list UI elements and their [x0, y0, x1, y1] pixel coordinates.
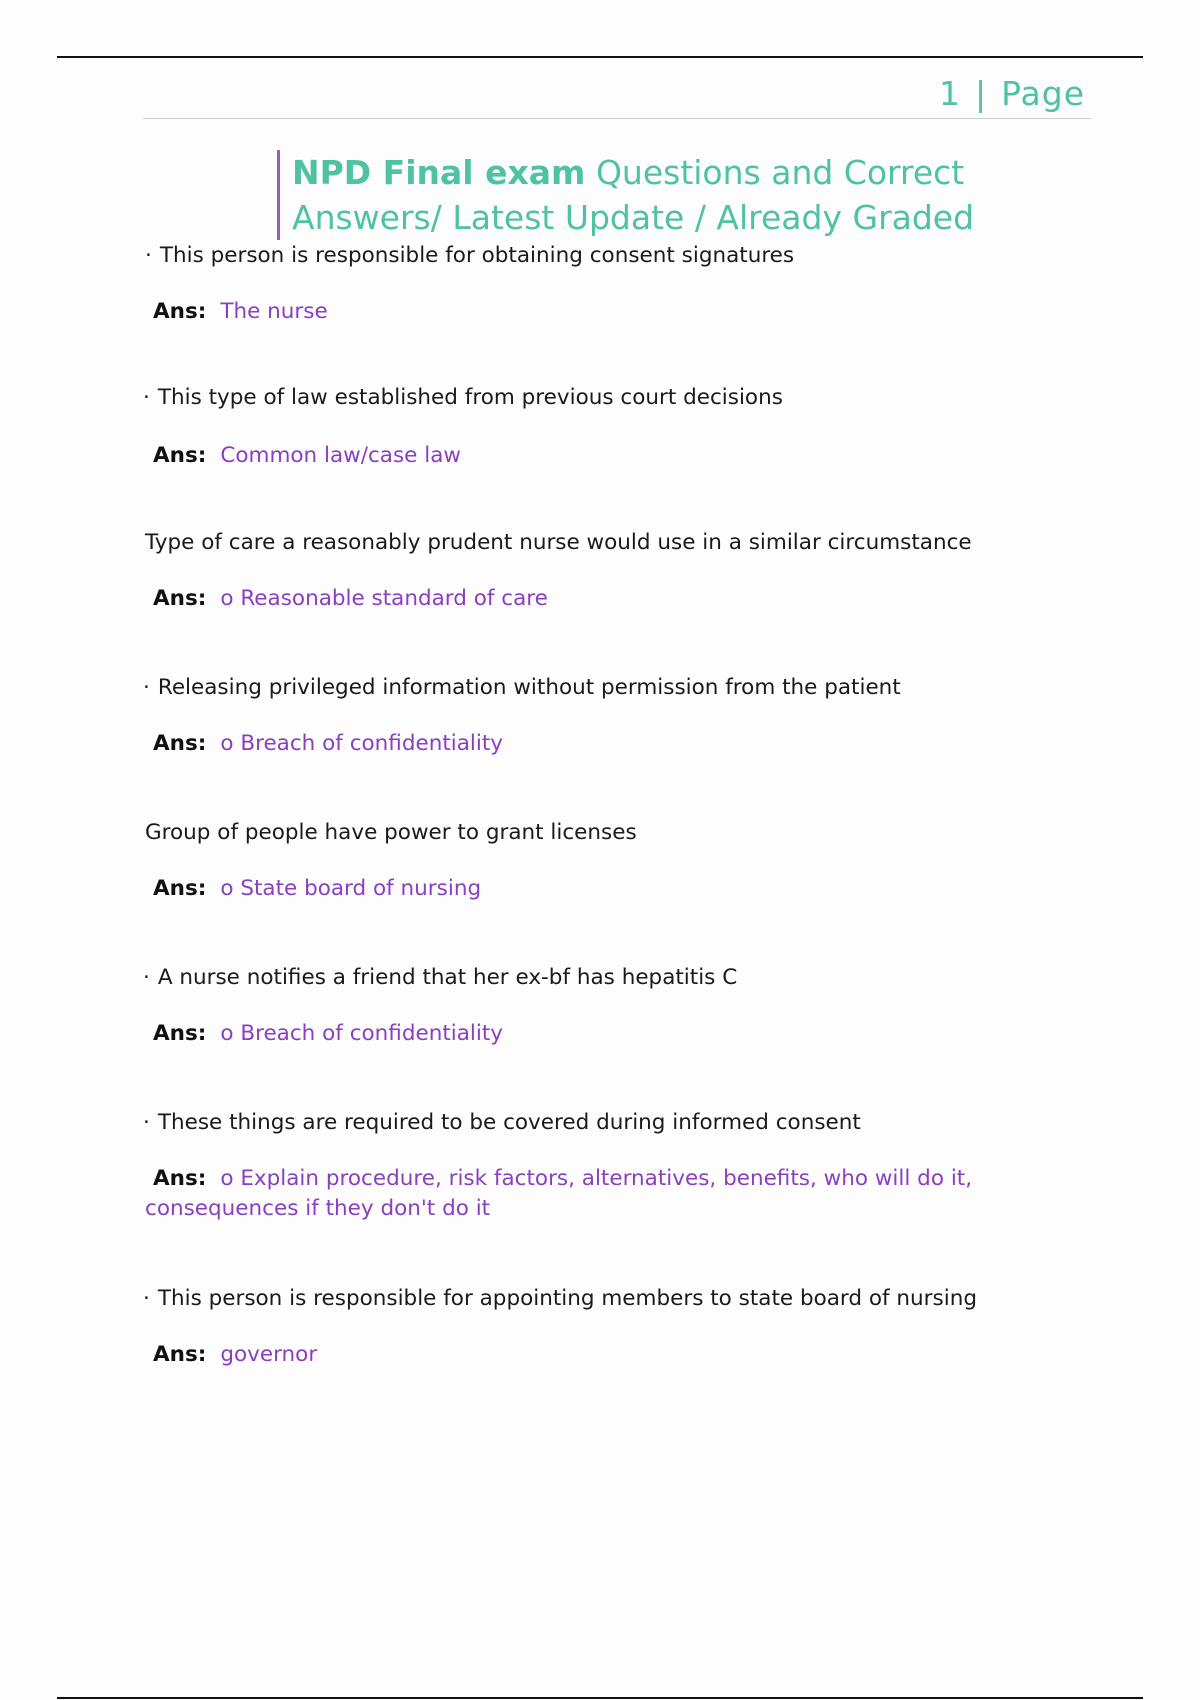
question-text: · These things are required to be covered during informed consent: [143, 1110, 861, 1135]
qa-item-6: [145, 963, 1025, 1049]
qa-item-5: [145, 818, 1025, 904]
qa-item-2: [145, 383, 1025, 471]
qa-item-1: [145, 241, 1025, 327]
title-line-1: NPD Final exam Questions and Correct: [292, 153, 965, 192]
title-line-2: Answers/ Latest Update / Already Graded: [292, 198, 975, 237]
page-header: [143, 70, 1091, 119]
question-text: · This type of law established from previous court decisions: [143, 385, 783, 410]
question-text: · Releasing privileged information without permission from the patient: [143, 675, 901, 700]
top-rule: [57, 56, 1143, 58]
question-text: Type of care a reasonably prudent nurse would use in a similar circumstance: [145, 530, 972, 555]
question-text: Group of people have power to grant licenses: [145, 820, 637, 845]
answer-text: Ans: governor: [153, 1342, 318, 1367]
document-title: [277, 150, 1052, 240]
qa-item-7: [145, 1108, 1025, 1224]
answer-text: Ans: o Breach of confidentiality: [153, 731, 504, 756]
answer-text: Ans: o Breach of confidentiality: [153, 1021, 504, 1046]
answer-text: Ans: o Explain procedure, risk factors, alternatives, benefits, who will do it, consequences if they don't do it: [145, 1166, 973, 1221]
qa-item-4: [145, 673, 1025, 759]
question-text: · This person is responsible for appointing members to state board of nursing: [143, 1286, 977, 1311]
answer-text: Ans: The nurse: [153, 299, 328, 324]
answer-text: Ans: o Reasonable standard of care: [153, 586, 548, 611]
bottom-rule: [57, 1697, 1143, 1699]
qa-item-8: [145, 1284, 1025, 1370]
question-text: · A nurse notifies a friend that her ex-bf has hepatitis C: [143, 965, 738, 990]
question-text: · This person is responsible for obtaining consent signatures: [145, 243, 795, 268]
qa-item-3: [145, 528, 1025, 614]
answer-text: Ans: o State board of nursing: [153, 876, 482, 901]
page-number: 1 | Page: [938, 74, 1085, 113]
answer-text: Ans: Common law/case law: [153, 443, 461, 468]
